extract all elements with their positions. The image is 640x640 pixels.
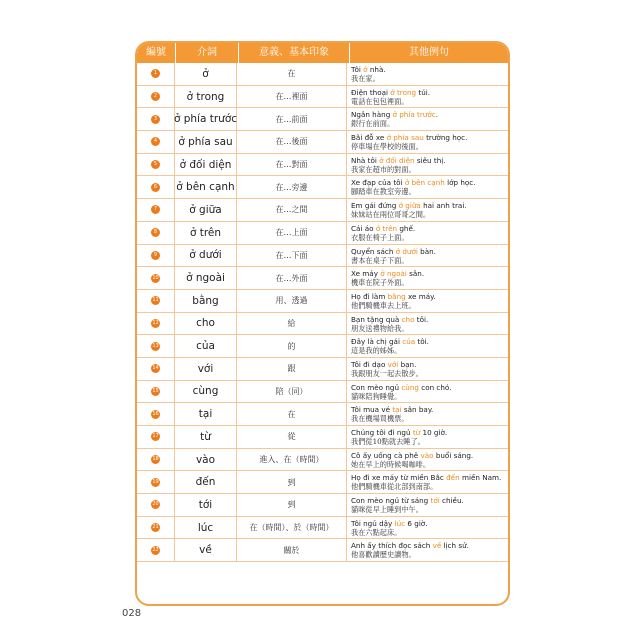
example-cell <box>347 313 508 335</box>
example-vi-prefix: Cô ấy uống cà phê <box>351 450 421 460</box>
example-vietnamese <box>351 473 508 482</box>
example-vi-prefix: Tôi ngủ dậy <box>351 518 395 528</box>
example-vi-suffix: miền Nam. <box>459 473 502 483</box>
header-preposition: 介詞 <box>176 43 239 63</box>
example-vi-highlight: ở đối diện <box>379 155 415 165</box>
example-cell <box>347 108 508 130</box>
example-vietnamese <box>351 383 508 392</box>
table-row <box>137 199 508 222</box>
preposition-cell: ở bên cạnh <box>175 176 237 198</box>
example-chinese: 我在機場買機票。 <box>351 414 409 424</box>
meaning-cell: 在…裡面 <box>237 86 347 108</box>
example-vi-suffix: trường học. <box>423 133 468 143</box>
row-number-cell <box>137 494 175 516</box>
row-number-cell <box>137 108 175 130</box>
number-badge: 10 <box>152 274 159 281</box>
preposition-cell: cho <box>175 313 237 335</box>
example-chinese: 腳踏車在教室旁邊。 <box>351 187 416 197</box>
example-cell <box>347 335 508 357</box>
meaning-cell: 在…對面 <box>237 154 347 176</box>
example-chinese: 我在六點起床。 <box>351 527 402 537</box>
example-vietnamese <box>351 65 508 74</box>
example-vi-suffix: bàn. <box>417 246 436 256</box>
meaning-cell: 在（時間）、於（時間） <box>237 517 347 539</box>
number-badge: 19 <box>152 478 159 485</box>
preposition-cell: tới <box>175 494 237 516</box>
preposition-cell: ở giữa <box>175 199 237 221</box>
example-chinese: 我家在超市的對面。 <box>351 164 416 174</box>
example-vi-suffix: túi. <box>416 87 431 97</box>
table-body <box>137 63 508 562</box>
number-badge: 17 <box>152 433 159 440</box>
row-number-cell <box>137 63 175 85</box>
meaning-cell: 在…外面 <box>237 267 347 289</box>
example-vi-suffix: buổi sáng. <box>433 450 474 460</box>
meaning-cell: 在 <box>237 403 347 425</box>
example-vietnamese <box>351 292 508 301</box>
example-vi-highlight: ở phía sau <box>386 133 424 143</box>
row-number-cell <box>137 267 175 289</box>
example-chinese: 我們從10點就去睡了。 <box>351 437 425 446</box>
example-vietnamese <box>351 360 508 369</box>
meaning-cell: 到 <box>237 494 347 516</box>
example-chinese: 朋友送禮物給我。 <box>351 323 409 333</box>
example-vi-suffix: 6 giờ. <box>405 518 428 528</box>
example-chinese: 他們騎機車去上班。 <box>351 300 416 310</box>
preposition-cell: ở phía sau <box>175 131 237 153</box>
example-vietnamese <box>351 428 508 437</box>
number-badge: 3 <box>151 115 160 124</box>
example-cell <box>347 222 508 244</box>
table-header <box>137 43 508 63</box>
table-row <box>137 426 508 449</box>
number-badge: 1 <box>151 69 160 78</box>
example-vi-suffix: bạn. <box>398 359 417 369</box>
example-chinese: 妹妹站在兩位哥哥之間。 <box>351 210 431 220</box>
example-cell <box>347 154 508 176</box>
page-number: 028 <box>122 608 142 619</box>
meaning-cell: 從 <box>237 426 347 448</box>
example-vietnamese <box>351 541 508 550</box>
example-vi-highlight: của <box>402 337 416 347</box>
example-cell <box>347 426 508 448</box>
preposition-cell: về <box>175 539 237 561</box>
example-chinese: 停車場在學校的後面。 <box>351 142 423 152</box>
meaning-cell: 在…下面 <box>237 245 347 267</box>
example-cell <box>347 176 508 198</box>
number-badge: 20 <box>152 501 159 508</box>
preposition-cell: từ <box>175 426 237 448</box>
preposition-cell: ở phía trước <box>175 108 237 130</box>
number-badge: 11 <box>152 297 159 304</box>
example-vi-highlight: ở dưới <box>395 246 418 256</box>
table-row <box>137 381 508 404</box>
example-chinese: 我在家。 <box>351 74 380 83</box>
example-vi-prefix: Em gái đứng <box>351 201 399 211</box>
example-vi-prefix: Cái áo <box>351 223 376 233</box>
example-chinese: 這是我的姊姊。 <box>351 346 402 356</box>
table-row <box>137 86 508 109</box>
number-badge: 22 <box>152 546 159 553</box>
example-vi-highlight: ở giữa <box>398 201 421 211</box>
example-chinese: 他們騎機車從北部到南部。 <box>351 482 438 492</box>
example-chinese: 他喜歡讀歷史讀物。 <box>351 550 416 560</box>
preposition-cell: lúc <box>175 517 237 539</box>
example-vietnamese <box>351 519 508 528</box>
preposition-table <box>135 41 510 606</box>
example-vi-highlight: ở bên cạnh <box>404 178 445 188</box>
number-badge: 15 <box>152 387 159 394</box>
number-badge: 2 <box>151 92 160 101</box>
example-vietnamese <box>351 405 508 414</box>
example-vietnamese <box>351 178 508 187</box>
preposition-cell: của <box>175 335 237 357</box>
example-vi-prefix: Điện thoại <box>351 87 391 97</box>
preposition-cell: ở <box>175 63 237 85</box>
header-number: 編號 <box>137 43 176 63</box>
example-vi-suffix: sân. <box>406 269 425 279</box>
preposition-cell: tại <box>175 403 237 425</box>
number-badge: 9 <box>151 251 160 260</box>
example-cell <box>347 517 508 539</box>
header-example: 其他例句 <box>409 47 449 58</box>
row-number-cell <box>137 403 175 425</box>
number-badge: 4 <box>151 137 160 146</box>
row-number-cell <box>137 426 175 448</box>
table-row <box>137 313 508 336</box>
example-cell <box>347 199 508 221</box>
meaning-cell: 在…前面 <box>237 108 347 130</box>
meaning-cell: 陪（同） <box>237 381 347 403</box>
example-vi-suffix: sân bay. <box>401 405 434 415</box>
example-chinese: 衣服在椅子上面。 <box>351 232 409 242</box>
example-vi-suffix: lịch sử. <box>441 541 469 551</box>
number-badge: 16 <box>152 410 159 417</box>
example-vi-highlight: vào <box>420 450 434 460</box>
number-badge: 7 <box>151 205 160 214</box>
table-row <box>137 335 508 358</box>
row-number-cell <box>137 471 175 493</box>
meaning-cell: 關於 <box>237 539 347 561</box>
example-cell <box>347 63 508 85</box>
preposition-cell: đến <box>175 471 237 493</box>
example-vi-suffix: 10 giờ. <box>420 428 448 437</box>
example-vi-highlight: cho <box>401 314 415 324</box>
example-cell <box>347 403 508 425</box>
example-vi-suffix: lớp học. <box>444 178 476 188</box>
row-number-cell <box>137 381 175 403</box>
example-vi-suffix: siêu thị. <box>414 155 446 165</box>
example-vi-highlight: về <box>432 541 442 551</box>
example-cell <box>347 449 508 471</box>
example-vi-highlight: từ <box>412 428 421 437</box>
number-badge: 13 <box>152 342 159 349</box>
example-cell <box>347 131 508 153</box>
meaning-cell: 在…上面 <box>237 222 347 244</box>
example-vi-highlight: cùng <box>401 382 419 392</box>
meaning-cell: 在 <box>237 63 347 85</box>
preposition-cell: ở dưới <box>175 245 237 267</box>
example-chinese: 她在早上的時候喝咖啡。 <box>351 459 431 469</box>
example-chinese: 電話在包包裡面。 <box>351 96 409 106</box>
table-row <box>137 245 508 268</box>
example-chinese: 我跟朋友一起去散步。 <box>351 368 423 378</box>
example-vi-highlight: với <box>387 359 399 369</box>
row-number-cell <box>137 245 175 267</box>
example-vi-prefix: Nhà tôi <box>351 155 380 165</box>
meaning-cell: 在…後面 <box>237 131 347 153</box>
example-vietnamese <box>351 201 508 210</box>
example-cell <box>347 471 508 493</box>
example-vi-prefix: Ngân hàng <box>351 110 393 120</box>
row-number-cell <box>137 199 175 221</box>
example-vi-highlight: ở phía trước <box>392 110 436 120</box>
example-vietnamese <box>351 451 508 460</box>
row-number-cell <box>137 131 175 153</box>
row-number-cell <box>137 313 175 335</box>
example-vi-suffix: ghế. <box>397 223 416 233</box>
example-vi-suffix: tôi. <box>415 337 429 347</box>
example-vi-suffix: con chó. <box>418 382 452 392</box>
example-vi-highlight: tới <box>430 496 440 506</box>
preposition-cell: vào <box>175 449 237 471</box>
example-vi-suffix: hai anh trai. <box>420 201 467 211</box>
meaning-cell: 用、透過 <box>237 290 347 312</box>
table-row <box>137 358 508 381</box>
example-vi-highlight: bằng <box>387 291 406 301</box>
header-meaning: 意義、基本印象 <box>239 43 350 63</box>
table-row <box>137 449 508 472</box>
example-vietnamese <box>351 337 508 346</box>
example-vi-suffix: xe máy. <box>405 291 436 301</box>
preposition-cell: bằng <box>175 290 237 312</box>
row-number-cell <box>137 449 175 471</box>
row-number-cell <box>137 176 175 198</box>
example-vi-prefix: Họ đi xe máy từ miền Bắc <box>351 473 447 483</box>
number-badge: 21 <box>152 524 159 531</box>
table-row <box>137 131 508 154</box>
row-number-cell <box>137 290 175 312</box>
example-vi-prefix: Họ đi làm <box>351 291 388 301</box>
example-vi-prefix: Con mèo ngủ <box>351 382 402 392</box>
example-cell <box>347 539 508 561</box>
example-vi-prefix: Tôi đi dạo <box>351 359 388 369</box>
example-vi-highlight: tại <box>392 405 402 415</box>
meaning-cell: 在…旁邊 <box>237 176 347 198</box>
number-badge: 18 <box>152 456 159 463</box>
row-number-cell <box>137 222 175 244</box>
table-row <box>137 154 508 177</box>
example-vietnamese <box>351 224 508 233</box>
preposition-cell: ở ngoài <box>175 267 237 289</box>
example-vietnamese <box>351 133 508 142</box>
example-vi-suffix: nhà. <box>367 65 386 74</box>
example-vi-highlight: lúc <box>394 518 406 528</box>
table-row <box>137 403 508 426</box>
example-vietnamese <box>351 110 508 119</box>
table-row <box>137 471 508 494</box>
preposition-cell: với <box>175 358 237 380</box>
example-vi-prefix: Bạn tặng quà <box>351 314 402 324</box>
example-vi-prefix: Xe máy <box>351 269 381 279</box>
example-vi-prefix: Quyển sách <box>351 246 396 256</box>
meaning-cell: 進入、在（時間） <box>237 449 347 471</box>
example-vi-prefix: Bãi đỗ xe <box>351 133 387 143</box>
example-vi-prefix: Tôi mua vé <box>351 405 393 415</box>
row-number-cell <box>137 539 175 561</box>
example-vietnamese <box>351 156 508 165</box>
example-vi-prefix: Anh ấy thích đọc sách <box>351 541 433 551</box>
table-row <box>137 63 508 86</box>
row-number-cell <box>137 517 175 539</box>
row-number-cell <box>137 335 175 357</box>
example-vi-highlight: ở trên <box>375 223 398 233</box>
example-chinese: 貓咪從早上睡到中午。 <box>351 505 423 515</box>
row-number-cell <box>137 358 175 380</box>
meaning-cell: 給 <box>237 313 347 335</box>
number-badge: 8 <box>151 228 160 237</box>
table-row <box>137 517 508 540</box>
preposition-cell: ở trên <box>175 222 237 244</box>
example-chinese: 機車在院子外面。 <box>351 278 409 288</box>
meaning-cell: 在…之間 <box>237 199 347 221</box>
example-cell <box>347 245 508 267</box>
table-row <box>137 267 508 290</box>
example-cell <box>347 494 508 516</box>
example-vi-highlight: ở trong <box>390 87 417 97</box>
preposition-cell: ở đối diện <box>175 154 237 176</box>
example-cell <box>347 358 508 380</box>
meaning-cell: 的 <box>237 335 347 357</box>
example-vi-highlight: đến <box>446 473 460 483</box>
example-cell <box>347 290 508 312</box>
example-vietnamese <box>351 88 508 97</box>
example-vi-suffix: chiều. <box>439 496 464 506</box>
table-row <box>137 176 508 199</box>
number-badge: 12 <box>152 319 159 326</box>
meaning-cell: 跟 <box>237 358 347 380</box>
table-row <box>137 494 508 517</box>
example-chinese: 書本在桌子下面。 <box>351 255 409 265</box>
example-vi-prefix: Chúng tôi đi ngủ <box>351 428 413 437</box>
table-row <box>137 222 508 245</box>
example-vi-suffix: tôi. <box>414 314 429 324</box>
number-badge: 5 <box>151 160 160 169</box>
table-row <box>137 539 508 562</box>
example-cell <box>347 381 508 403</box>
table-row <box>137 290 508 313</box>
example-cell <box>347 86 508 108</box>
example-vi-highlight: ở ngoài <box>380 269 407 279</box>
example-cell <box>347 267 508 289</box>
number-badge: 6 <box>151 183 160 192</box>
number-badge: 14 <box>152 365 159 372</box>
example-vi-prefix: Xe đạp của tôi <box>351 178 405 188</box>
meaning-cell: 到 <box>237 471 347 493</box>
example-vietnamese <box>351 496 508 505</box>
table-row <box>137 108 508 131</box>
example-chinese: 貓咪陪狗睡覺。 <box>351 391 402 401</box>
example-vietnamese <box>351 315 508 324</box>
row-number-cell <box>137 86 175 108</box>
row-number-cell <box>137 154 175 176</box>
example-vietnamese <box>351 247 508 256</box>
example-chinese: 銀行在前面。 <box>351 119 395 129</box>
example-vietnamese <box>351 269 508 278</box>
example-vi-highlight: ở <box>363 65 368 74</box>
example-vi-prefix: Tôi <box>351 65 364 74</box>
example-vi-prefix: Con mèo ngủ từ sáng <box>351 496 431 506</box>
example-vi-prefix: Đây là chị gái <box>351 337 403 347</box>
example-vi-suffix: . <box>435 110 439 120</box>
preposition-cell: ở trong <box>175 86 237 108</box>
preposition-cell: cùng <box>175 381 237 403</box>
